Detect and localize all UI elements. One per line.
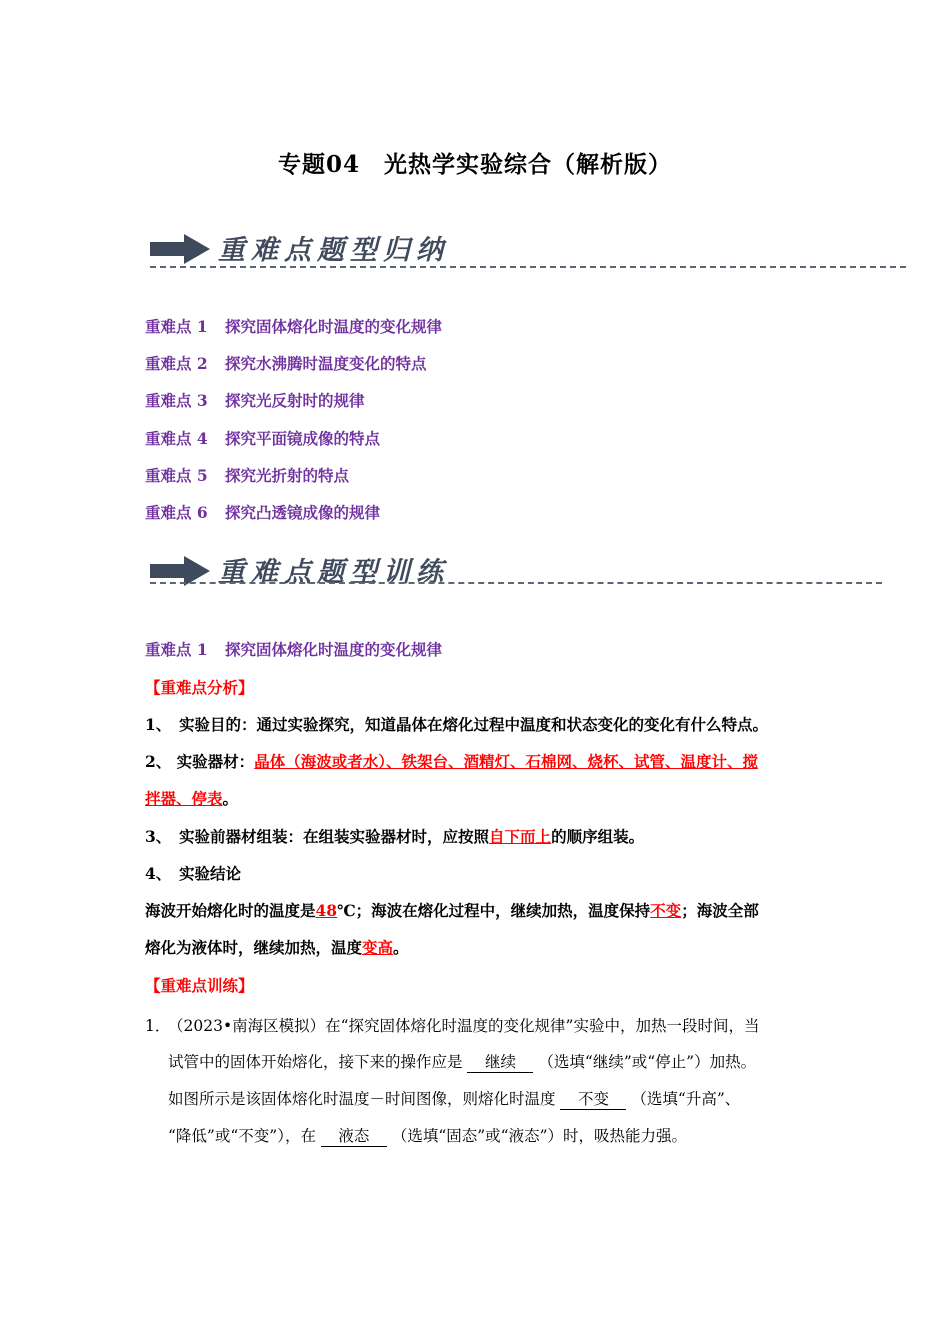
- toc-num: 重难点 5: [145, 466, 208, 485]
- conclusion-text: 海波开始熔化时的温度是: [145, 901, 316, 920]
- melting-temp-answer: 48: [315, 901, 338, 920]
- banner-title: 重难点题型训练: [218, 557, 449, 588]
- section-text: 探究固体熔化时温度的变化规律: [225, 640, 443, 659]
- banner-divider: [150, 582, 882, 584]
- conclusion-text: 熔化为液体时，继续加热，温度: [145, 938, 363, 957]
- question-text: 试管中的固体开始熔化，接下来的操作应是: [168, 1053, 463, 1071]
- temp-during-melting-answer: 不变: [650, 901, 682, 920]
- question-text: 如图所示是该固体熔化时温度－时间图像，则熔化时温度: [168, 1090, 556, 1108]
- equipment-end: 。: [222, 789, 239, 808]
- toc-num: 重难点 6: [145, 503, 208, 522]
- toc-text: 探究平面镜成像的特点: [225, 429, 381, 448]
- item-equipment-cont: [145, 787, 238, 809]
- section-banner-summary: [148, 224, 908, 270]
- conclusion-text: 。: [393, 938, 409, 957]
- question-text: “降低”或“不变”），在: [168, 1127, 316, 1145]
- toc-item-5[interactable]: [145, 464, 349, 486]
- question-line-3: [168, 1087, 740, 1110]
- question-text: （选填“固态”或“液态”）时，吸热能力强。: [391, 1127, 688, 1145]
- answer-blank-2: 不变: [560, 1087, 626, 1110]
- toc-num: 重难点 3: [145, 391, 208, 410]
- toc-text: 探究光折射的特点: [225, 466, 350, 485]
- banner-divider: [150, 266, 906, 268]
- assembly-end: 的顺序组装。: [551, 827, 645, 846]
- toc-text: 探究光反射时的规律: [225, 391, 365, 410]
- item-equipment: [145, 750, 758, 772]
- banner-title: 重难点题型归纳: [218, 235, 449, 266]
- assembly-text: 3、 实验前器材组装：在组装实验器材时，应按照: [145, 827, 490, 846]
- conclusion-line-2: [145, 936, 409, 958]
- question-line-2: [168, 1050, 756, 1073]
- conclusion-text: ；海波全部: [681, 901, 759, 920]
- training-heading: 【重难点训练】: [145, 976, 254, 995]
- section-heading: [145, 638, 442, 660]
- toc-num: 重难点 1: [145, 317, 208, 336]
- item-conclusion: 4、 实验结论: [145, 864, 242, 883]
- toc-num: 重难点 2: [145, 354, 208, 373]
- toc-text: 探究水沸腾时温度变化的特点: [225, 354, 427, 373]
- conclusion-line-1: [145, 899, 759, 921]
- equipment-label: 2、 实验器材：: [145, 752, 255, 771]
- toc-item-1[interactable]: [145, 315, 442, 337]
- toc-item-3[interactable]: [145, 389, 365, 411]
- section-num: 重难点 1: [145, 640, 208, 659]
- item-assembly: [145, 825, 644, 847]
- assembly-answer: 自下而上: [489, 827, 552, 846]
- question-line-1: （2023•南海区模拟）在“探究固体熔化时温度的变化规律”实验中，加热一段时间，当: [168, 1017, 760, 1035]
- question-line-4: [168, 1124, 687, 1147]
- question-number: 1．: [145, 1017, 171, 1035]
- item-purpose: 1、 实验目的：通过实验探究，知道晶体在熔化过程中温度和状态变化的变化有什么特点。: [145, 715, 769, 734]
- toc-text: 探究固体熔化时温度的变化规律: [225, 317, 443, 336]
- analysis-heading: 【重难点分析】: [145, 678, 254, 697]
- answer-blank-1: 继续: [467, 1050, 533, 1073]
- toc-item-4[interactable]: [145, 427, 380, 449]
- page-title: 专题04 光热学实验综合（解析版）: [277, 151, 672, 178]
- question-text: （选填“升高”、: [631, 1090, 741, 1108]
- arrow-icon: [148, 234, 212, 264]
- equipment-list-cont: 拌器、停表: [145, 789, 223, 808]
- temp-after-melting-answer: 变高: [362, 938, 394, 957]
- conclusion-text: ℃；海波在熔化过程中，继续加热，温度保持: [337, 901, 651, 920]
- toc-item-2[interactable]: [145, 352, 427, 374]
- answer-blank-3: 液态: [321, 1124, 387, 1147]
- toc-num: 重难点 4: [145, 429, 208, 448]
- toc-text: 探究凸透镜成像的规律: [225, 503, 381, 522]
- toc-item-6[interactable]: [145, 501, 380, 523]
- question-text: （选填“继续”或“停止”）加热。: [538, 1053, 757, 1071]
- equipment-list: 晶体（海波或者水）、铁架台、酒精灯、石棉网、烧杯、试管、温度计、搅: [254, 752, 758, 771]
- section-banner-training: [148, 546, 888, 592]
